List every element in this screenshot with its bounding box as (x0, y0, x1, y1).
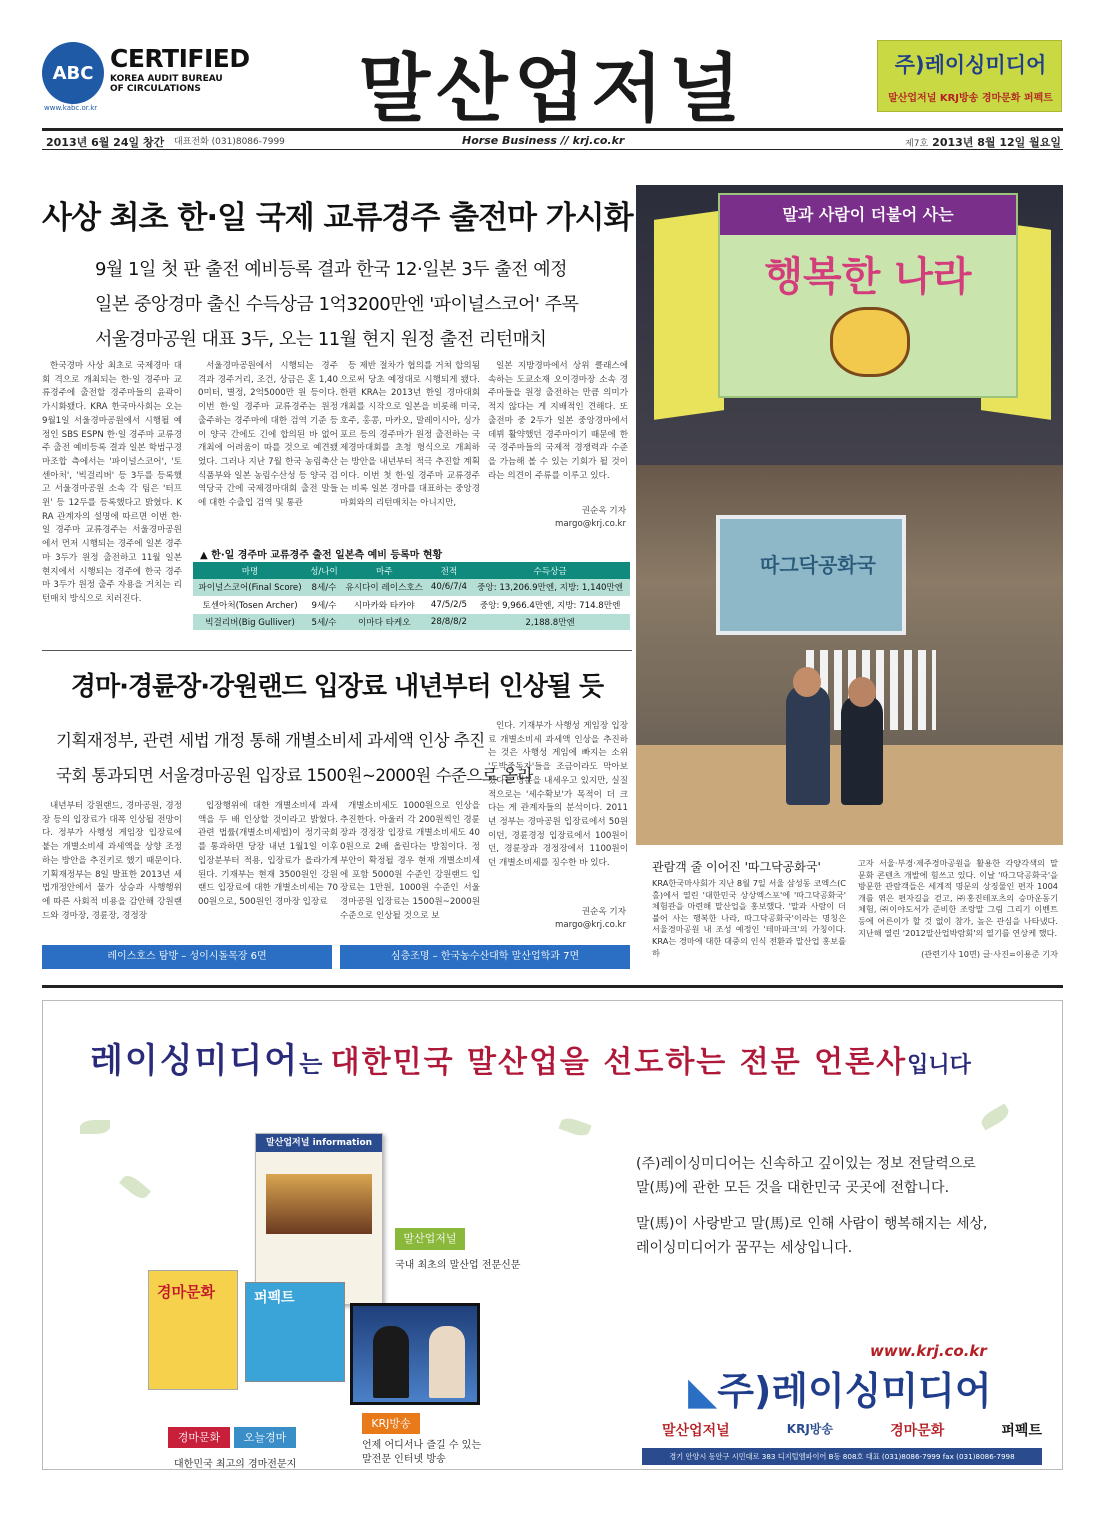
ad-text-line: 말(馬)에 관한 모든 것을 대한민국 곳곳에 전합니다. (636, 1180, 950, 1196)
horse-mascot-icon (830, 307, 910, 377)
table-row (193, 579, 630, 596)
table-header: 수득상금 (470, 562, 630, 579)
article2-column-3-text: 개별소비세도 1000원으로 인상을 추진한다. 아울러 각 200원씩인 경륜장과 경정장 입장료 개별소비세도 400원으로 2배 올린다는 방침이다. 정부안이 확정될 경우 현재 개별소비세에 포함 5000원 수준인 강원랜드 입장료는 1만원, 1000원 수준인 서울경마공원 입장료는 1500원~2000원 수준으로 인상될 것으로 보 (340, 801, 480, 921)
magazine2-title: 퍼펙트 (254, 1290, 295, 1306)
banner-top-text: 말과 사람이 더불어 사는 (720, 195, 1016, 235)
newspaper-thumbnail-title: 말산업저널 information (256, 1134, 382, 1152)
article2-byline-email: margo@krj.co.kr (554, 920, 626, 930)
table-row (193, 596, 630, 613)
article2-subhead-1: 기획재정부, 관련 세법 개정 통해 개별소비세 과세액 인상 추진 (56, 731, 485, 750)
photo-credit: (관련기사 10면) 글·사진=이용준 기자 (921, 949, 1058, 959)
registration-table (193, 562, 630, 631)
ad-text-paragraph-1 (636, 1152, 1036, 1200)
table-cell: 9세/수 (307, 596, 341, 613)
article1-subhead-3: 서울경마공원 대표 3두, 오는 11월 현지 원정 출전 리턴매치 (95, 329, 547, 350)
article1-column-2 (198, 360, 338, 536)
ad-brand-list (662, 1420, 1042, 1440)
photo-banner (718, 193, 1018, 398)
ad-headline-brand: 레이싱미디어 (90, 1041, 300, 1081)
article2-column-3 (340, 800, 480, 938)
ad-headline-main: 대한민국 말산업을 선도하는 전문 언론사 (330, 1045, 908, 1080)
label-mag-desc: 대한민국 최고의 경마전문지 (174, 1459, 297, 1470)
table-cell: 빅걸리버(Big Gulliver) (193, 613, 307, 630)
table-cell: 중앙: 13,206.9만엔, 지방: 1,140만엔 (470, 579, 630, 596)
table-cell: 시마카와 타카야 (341, 596, 428, 613)
photo-booth (716, 515, 906, 635)
section-link-left[interactable]: 레이스호스 탐방 – 성이시돌목장 6면 (42, 945, 332, 969)
ad-text-line: 말(馬)이 사랑받고 말(馬)로 인해 사람이 행복해지는 세상, (636, 1216, 988, 1232)
table-row (193, 613, 630, 630)
site-tagline: Horse Business // krj.co.kr (462, 134, 625, 147)
photo-caption-title: 관람객 줄 이어진 '따그닥공화국' (652, 860, 821, 874)
table-cell: 2,188.8만엔 (470, 613, 630, 630)
table-cell: 이마다 타케오 (341, 613, 428, 630)
label-krj: KRJ방송 (362, 1413, 420, 1434)
article2-column-2 (198, 800, 338, 938)
brand-item: KRJ방송 (786, 1422, 833, 1436)
label-sanup: 말산업저널 (395, 1228, 465, 1250)
booth-sign: 따그닥공화국 (760, 553, 876, 577)
ad-url-link[interactable]: www.krj.co.kr (870, 1342, 987, 1360)
article1-column-3-text: 등 제반 절차가 협의를 거쳐 합의됨으로써 당초 예정대로 시행되게 됐다. 한편 KRA는 2013년 한일 경마대회 개최를 시작으로 일본을 비롯해 미국, 호주, 홍콩, 마카오, 말레이시아, 싱가포르 등의 경주마가 원정 출전하는 국제경마대회를 초청 형식으로 개최하는 방안을 내년부터 적극 추진할 계획이다. 이번 첫 한·일 경주마 교류경주는 비록 일본 경마를 대표하는 중앙경마회와의 리턴매치는 아니지만, (340, 361, 480, 509)
issue-bar (42, 128, 1063, 150)
magazine-thumbnail (148, 1270, 238, 1390)
article1-byline-name: 권순옥 기자 (581, 506, 626, 516)
newspaper-title: 말산업저널 (358, 46, 747, 132)
ad-headline-particle: 는 (299, 1050, 331, 1078)
table-title: ▲ 한·일 경주마 교류경주 출전 일본측 예비 등록마 현황 (200, 550, 443, 561)
table-header: 마주 (341, 562, 428, 579)
article2-column-4-text: 인다. 기재부가 사행성 게임장 입장료 개별소비세 과세액 인상을 추진하는 것은 사행성 게임에 빠지는 소위 '도박중독자'들을 조금이라도 막아보겠다는 명분을 내세우고 있지만, 실질적으로는 '세수확보'가 목적이 더 크다는 게 관계자들의 분석이다. 2011년 정부는 경마공원 입장료에서 50원이던, 경륜경정 입장료에서 100원이던, 경륜장과 경정장에서 1100원이던 개별소비세를 징수한 바 있다. (488, 721, 628, 869)
article2-headline: 경마·경륜장·강원랜드 입장료 내년부터 인상될 듯 (70, 672, 604, 702)
table-header: 전적 (428, 562, 471, 579)
photo-person-head (793, 667, 821, 697)
abc-badge: ABC (42, 42, 104, 104)
newspaper-thumbnail (255, 1133, 383, 1305)
article1-headline: 사상 최초 한·일 국제 교류경주 출전마 가시화 (42, 200, 633, 236)
tv-anchor (429, 1326, 465, 1398)
issue-date (905, 134, 1061, 150)
article1-column-1-text: 한국경마 사상 최초로 국제경마 대회 격으로 개최되는 한·일 경주마 교류경주에 출전할 경주마들의 윤곽이 가시화됐다. KRA 한국마사회는 오는 9월1일 서울경마공원에서 시행될 예정인 SBS ESPN 한·일 경주마 교류경주 출전 예비등록 결과 일본 학범구경마조합 측에서는 '파이널스코어', '토센아처', '빅걸리버' 등 3두를 등록했고 서울경마공원 소속 각 팀은 '터프윈' 등 12두를 등록했다고 밝혔다. KRA 관계자의 설명에 따르면 이번 한·일 경주마 교류경주는 서울경마공원에서 먼저 시행되는 경주에 일본 경주마 3두가 원정 출전하고 11월 일본 현지에서 시행되는 경주에 한국 경주마 3두가 원정 출주 자용을 거치는 리턴매치 방식으로 치러진다. (42, 361, 182, 604)
banner-main-text: 행복한 나라 (764, 254, 972, 300)
issue-number: 제7호 (905, 139, 929, 149)
ad-text-line: 레이싱미디어가 꿈꾸는 세상입니다. (636, 1240, 853, 1256)
table-cell: 40/6/7/4 (428, 579, 471, 596)
label-krj-desc-line2: 말전문 인터넷 방송 (362, 1454, 446, 1465)
article2-column-4 (488, 720, 628, 900)
photo-person (841, 695, 883, 805)
racing-media-brands: 말산업저널 KRJ방송 경마문화 퍼펙트 (888, 93, 1053, 104)
ad-headline-end: 입니다 (907, 1053, 971, 1078)
abc-site-text: www.kabc.or.kr (44, 104, 98, 112)
label-munhwa: 경마문화 (168, 1427, 230, 1448)
article1-subhead-1: 9월 1일 첫 판 출전 예비등록 결과 한국 12·일본 3두 출전 예정 (95, 259, 568, 280)
founded-date: 2013년 6월 24일 창간 (46, 136, 165, 149)
leaf-decoration-icon (80, 1120, 110, 1134)
article2-byline (488, 906, 626, 932)
krj-broadcast-thumbnail (350, 1303, 480, 1405)
ad-text-line: (주)레이싱미디어는 신속하고 깊이있는 정보 전달력으로 (636, 1156, 976, 1172)
table-header-row (193, 562, 630, 579)
section-rule (42, 985, 1063, 988)
table-cell: 47/5/2/5 (428, 596, 471, 613)
article-divider (42, 650, 632, 651)
article2-column-2-text: 입장행위에 대한 개별소비세 과세액을 두 배 인상할 것이라고 밝혔다. 관련 법률(개별소비세법)이 정기국회를 통과하면 당장 내년 1월1일 이후 입장분부터 적용, 입장료가 올라가게 된다. 기재부는 현재 3500원인 강원랜드 입장료에 대한 개별소비세는 7000원으로, 500원인 경마장 입장료 (198, 801, 338, 907)
table-cell: 파이널스코어(Final Score) (193, 579, 307, 596)
photo-caption-2: 고자 서울·부경·제주경마공원을 활용한 각양각색의 말 문화 콘텐츠 개발에 힘쓰고 있다. 이날 '따그닥공화국'을 방문한 관람객들은 세계적 명문의 상징물인 편자 1004개를 엮은 편자길을 걷고, ㈜홍진테포츠의 승마운동기 체험, ㈜이야도서가 준비한 조랑말 그림 그리기 이벤트 등에 어른이가 할 것 없이 참가, 높은 관심을 나타냈다. 지난해 열린 '2012말산업박람회'의 열기를 연상케 했다. (858, 858, 1058, 938)
phone-number: 대표전화 (031)8086-7999 (174, 137, 285, 147)
article2-column-1 (42, 800, 182, 938)
ad-address-bar: 경기 안양시 동안구 시민대로 383 디지털엠파이어 B동 808호 대표 (031)8086-7999 fax (031)8086-7998 (642, 1448, 1042, 1465)
exhibition-photo (636, 185, 1063, 845)
article1-byline-email: margo@krj.co.kr (554, 519, 626, 529)
racing-media-name: 주)레이싱미디어 (894, 53, 1047, 77)
article1-subhead-2: 일본 중앙경마 출신 수득상금 1억3200만엔 '파이널스코어' 주목 (95, 294, 579, 315)
photo-flag-left (654, 210, 724, 420)
table-cell: 유시다이 레이스호스 (341, 579, 428, 596)
article2-subhead-2: 국회 통과되면 서울경마공원 입장료 1500원~2000원 수준으로 올라 (56, 766, 533, 785)
table-header: 성/나이 (307, 562, 341, 579)
magazine2-thumbnail (245, 1282, 345, 1382)
article1-column-1 (42, 360, 182, 634)
abc-certified-text: CERTIFIED (110, 44, 250, 73)
magazine-title: 경마문화 (157, 1283, 215, 1301)
label-krj-desc-line1: 언제 어디서나 즐길 수 있는 (362, 1440, 481, 1451)
label-today: 오늘경마 (234, 1427, 296, 1448)
horses-image (266, 1174, 372, 1234)
brand-item: 경마문화 (890, 1423, 945, 1439)
label-krj-desc (362, 1439, 481, 1467)
article1-column-2-text: 서울경마공원에서 시행되는 경주 격과 경주거리, 조건, 상금은 혼 1,400미터, 별정, 2억5000만 원 등이다. 이번 한·일 경주마 교류경주는 원정 출주하는 경주마에 대한 검역 기준 등이 양국 간에도 긴에 합의된 바 없어 개최에 어려움이 따를 것으로 예견됐었다. 그러나 지난 7월 한국 농림축산식품부와 일본 농림수산성 등 양국 검역당국 간에 국제경마대회 출전 말들에 대한 수출입 검역 및 통관 (198, 361, 338, 509)
article1-column-3 (340, 360, 480, 536)
racing-media-logo-text: 주)레이싱미디어 (717, 1369, 992, 1413)
brand-item: 말산업저널 (662, 1423, 730, 1439)
table-cell: 토센아처(Tosen Archer) (193, 596, 307, 613)
photo-person (786, 685, 830, 805)
abc-certified-logo (42, 42, 250, 112)
ad-headline (90, 1033, 971, 1082)
label-sanup-desc: 국내 최초의 말산업 전문신문 (395, 1260, 521, 1271)
article2-byline-name: 권순옥 기자 (581, 907, 626, 917)
brand-item: 퍼펙트 (1001, 1423, 1042, 1439)
racing-media-logo (688, 1360, 992, 1415)
table-cell: 5세/수 (307, 613, 341, 630)
ad-text-paragraph-2 (636, 1212, 1036, 1260)
article2-column-1-text: 내년부터 강원랜드, 경마공원, 경정장 등의 입장료가 대폭 인상될 전망이다. 정부가 사행성 게임장 입장료에 붙는 개별소비세 과세액을 상향 조정하는 방안을 추진키로 했기 때문이다. 기획재정부는 8일 발표한 2013년 세법개정안에서 물가 상승과 사행행위에 따른 사회적 비용을 감안해 강원랜드와 경마장, 경륜장, 경정장 (42, 801, 182, 921)
photo-caption-1: KRA한국마사회가 지난 8월 7일 서울 삼성동 코엑스(C홀)에서 열린 '대한민국 상상엑스포'에 '따그닥공화국' 체험관을 마련해 말산업을 홍보했다. '말과 사람이 더불어 사는 행복한 나라, 따그닥공화국'이라는 명칭은 서울경마공원 내 조성 예정인 '테마파크'의 가칭이다. KRA는 경마에 대한 대중의 인식 전환과 말산업 홍보를 하 (652, 878, 846, 958)
photo-person-head (848, 677, 876, 707)
table-cell: 중앙: 9,966.4만엔, 지방: 714.8만엔 (470, 596, 630, 613)
issue-date-text: 2013년 8월 12일 월요일 (932, 136, 1061, 149)
racing-media-logo-box (877, 40, 1062, 112)
table-cell: 8세/수 (307, 579, 341, 596)
ad-body-text (636, 1152, 1036, 1272)
table-cell: 28/8/8/2 (428, 613, 471, 630)
article1-column-4-text: 일본 지방경마에서 상위 클래스에 속하는 도쿄소재 오이경마장 소속 경주마들을 원정 출전하는 만큼 의미가 적지 않다는 게 지배적인 견해다. 또 출전마 중 2두가 일본 중앙경마에서 데뷔 활약했던 경주마이기 때문에 한국 경주마들의 국제적 경쟁력과 수준을 가늠해 볼 수 있는 기회가 될 것이라는 의견이 주류를 이루고 있다. (488, 361, 628, 481)
tv-anchor (373, 1326, 409, 1398)
abc-bureau-text: KOREA AUDIT BUREAU OF CIRCULATIONS (110, 74, 223, 94)
swoosh-icon: ◣ (688, 1369, 718, 1413)
table-header: 마명 (193, 562, 307, 579)
section-link-right[interactable]: 심층조명 – 한국농수산대학 말산업학과 7면 (340, 945, 630, 969)
article1-byline (488, 505, 626, 531)
